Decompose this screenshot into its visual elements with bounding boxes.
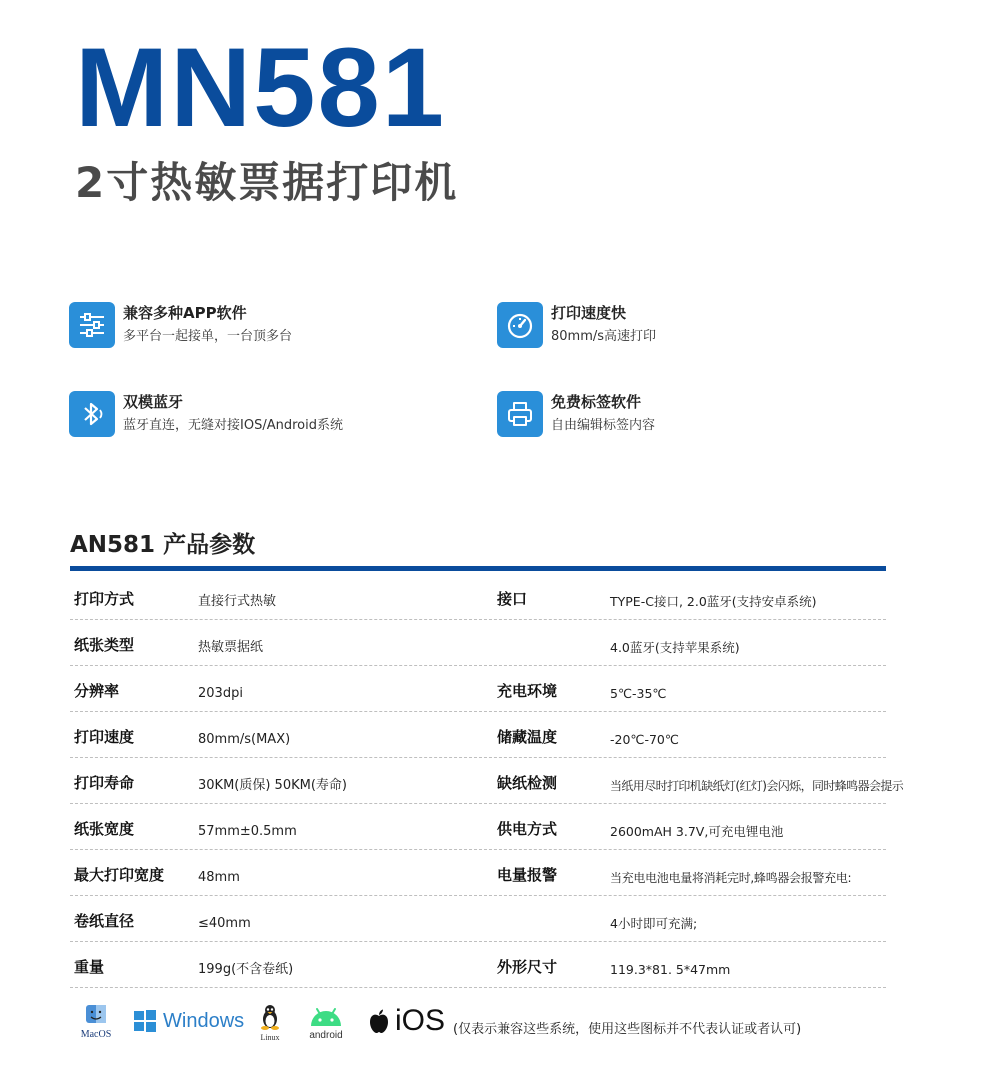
- param-value: 30KM(质保) 50KM(寿命): [198, 778, 347, 793]
- feature-bluetooth: [69, 391, 343, 437]
- table-row: [70, 896, 886, 942]
- param-value: ≤40mm: [198, 916, 251, 931]
- speedometer-icon: [497, 302, 543, 348]
- param-value: 当纸用尽时打印机缺纸灯(红灯)会闪烁，同时蜂鸣器会提示: [610, 779, 904, 793]
- macos-label: MacOS: [80, 1029, 112, 1040]
- param-value: 当充电电池电量将消耗完时,蜂鸣器会报警充电:: [610, 871, 852, 885]
- param-value: 5℃-35℃: [610, 686, 667, 701]
- os-disclaimer: (仅表示兼容这些系统，使用这些图标并不代表认证或者认可): [453, 1022, 802, 1037]
- feature-title: 免费标签软件: [551, 393, 642, 411]
- windows-label: Windows: [163, 1009, 245, 1032]
- param-label: 分辨率: [74, 682, 120, 700]
- table-row: [70, 942, 886, 988]
- table-row: [70, 666, 886, 712]
- param-value: 203dpi: [198, 686, 243, 701]
- linux-label: Linux: [260, 1033, 280, 1042]
- table-row: [70, 758, 904, 804]
- android-logo: [306, 1006, 346, 1042]
- param-label: 最大打印宽度: [74, 866, 165, 884]
- windows-icon: [133, 1009, 157, 1033]
- params-table: [70, 574, 950, 988]
- product-subtitle: 2寸热敏票据打印机: [75, 158, 459, 207]
- param-value: -20℃-70℃: [610, 732, 679, 747]
- table-row: [70, 712, 886, 758]
- android-icon: [308, 1006, 344, 1026]
- android-label: android: [309, 1030, 343, 1041]
- os-compat-row: [78, 1004, 978, 1044]
- feature-desc: 80mm/s高速打印: [551, 329, 657, 344]
- table-row: [70, 850, 886, 896]
- params-divider: [70, 566, 886, 571]
- param-value: 48mm: [198, 870, 240, 885]
- param-label: 纸张宽度: [74, 820, 135, 838]
- param-value: 119.3*81. 5*47mm: [610, 962, 731, 977]
- printer-icon: [497, 391, 543, 437]
- apple-icon: [368, 1008, 390, 1034]
- params-title: AN581 产品参数: [70, 532, 256, 558]
- macos-icon: [84, 1004, 108, 1026]
- macos-logo: [78, 1004, 114, 1040]
- feature-label-software: [497, 391, 655, 437]
- param-label: 纸张类型: [74, 636, 135, 654]
- tux-icon: [259, 1004, 281, 1030]
- param-value: 4小时即可充满;: [610, 916, 698, 931]
- param-value: 199g(不含卷纸): [198, 962, 294, 977]
- table-row: [70, 620, 886, 666]
- param-label: 打印速度: [74, 728, 135, 746]
- param-value: 直接行式热敏: [198, 594, 277, 609]
- param-label: 储藏温度: [497, 728, 558, 746]
- param-label: 卷纸直径: [74, 912, 135, 930]
- param-label: 重量: [74, 958, 105, 976]
- ios-label: iOS: [395, 1004, 446, 1037]
- param-value: 80mm/s(MAX): [198, 732, 291, 747]
- param-label: 打印寿命: [74, 774, 135, 792]
- linux-logo: [256, 1004, 284, 1042]
- table-row: [70, 574, 886, 620]
- param-value: 57mm±0.5mm: [198, 824, 297, 839]
- feature-desc: 多平台一起接单，一台顶多台: [123, 329, 293, 344]
- param-label: 外形尺寸: [497, 958, 558, 976]
- param-label: 打印方式: [74, 590, 135, 608]
- param-value: 热敏票据纸: [198, 640, 264, 655]
- feature-desc: 蓝牙直连，无缝对接IOS/Android系统: [123, 418, 343, 433]
- table-row: [70, 804, 886, 850]
- feature-title: 兼容多种APP软件: [123, 304, 247, 322]
- model-name: MN581: [75, 25, 447, 150]
- feature-desc: 自由编辑标签内容: [551, 418, 656, 433]
- param-label: 缺纸检测: [497, 774, 558, 792]
- param-label: 充电环境: [497, 682, 558, 700]
- feature-title: 双模蓝牙: [123, 393, 184, 411]
- ios-logo: [368, 1004, 445, 1038]
- feature-app-compat: [69, 302, 292, 348]
- param-value: TYPE-C接口, 2.0蓝牙(支持安卓系统): [610, 594, 817, 609]
- bluetooth-icon: [69, 391, 115, 437]
- windows-logo: [133, 1009, 244, 1033]
- param-value: 4.0蓝牙(支持苹果系统): [610, 640, 740, 655]
- param-label: 电量报警: [497, 866, 558, 884]
- feature-print-speed: [497, 302, 656, 348]
- param-label: 接口: [497, 590, 528, 608]
- param-value: 2600mAH 3.7V,可充电锂电池: [610, 824, 784, 839]
- param-label: 供电方式: [497, 820, 558, 838]
- sliders-icon: [69, 302, 115, 348]
- feature-title: 打印速度快: [551, 304, 627, 322]
